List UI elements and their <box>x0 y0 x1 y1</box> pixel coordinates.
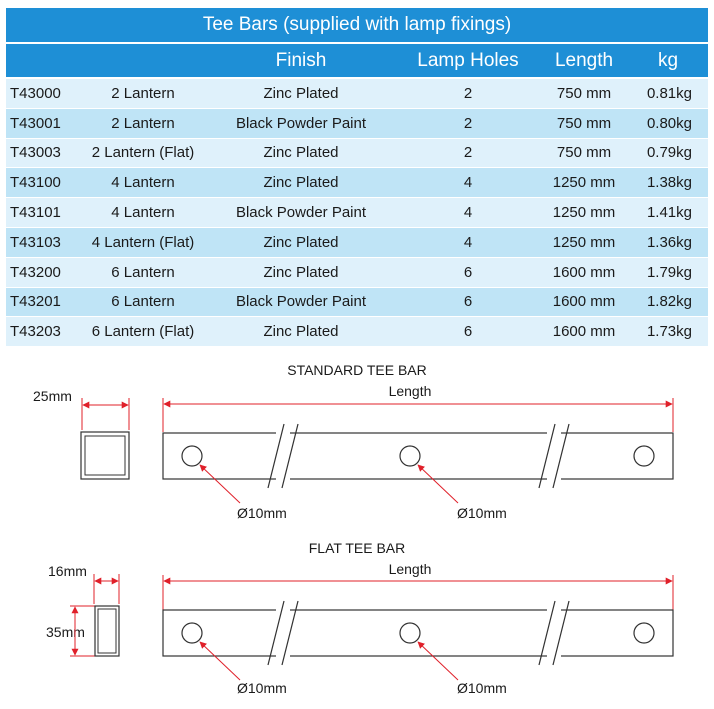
cell-length: 750 mm <box>556 84 612 102</box>
standard-length-label: Length <box>388 383 432 399</box>
cell-description: 2 Lantern (Flat) <box>91 144 195 162</box>
lamp-hole <box>400 446 420 466</box>
cell-lamp-holes: 2 <box>463 144 473 162</box>
cell-finish: Zinc Plated <box>263 84 339 102</box>
cell-description: 6 Lantern <box>111 293 175 311</box>
cell-finish: Zinc Plated <box>263 174 339 192</box>
cell-description: 6 Lantern (Flat) <box>91 323 195 341</box>
cell-lamp-holes: 6 <box>463 323 473 341</box>
lamp-hole <box>634 446 654 466</box>
cell-length: 1600 mm <box>552 293 616 311</box>
cell-finish: Zinc Plated <box>263 233 339 251</box>
lamp-hole <box>400 623 420 643</box>
cell-length: 1600 mm <box>552 323 616 341</box>
cell-code: T43103 <box>10 233 61 251</box>
cell-length: 1250 mm <box>552 204 616 222</box>
cell-lamp-holes: 4 <box>463 204 473 222</box>
cell-description: 6 Lantern <box>111 263 175 281</box>
cell-length: 1250 mm <box>552 233 616 251</box>
cell-lamp-holes: 6 <box>463 263 473 281</box>
flat-section-outer <box>95 606 119 656</box>
cell-kg: 1.82kg <box>646 293 692 311</box>
header-lamp-holes: Lamp Holes <box>417 49 519 71</box>
cell-lamp-holes: 6 <box>463 293 473 311</box>
cell-finish: Zinc Plated <box>263 144 339 162</box>
lamp-hole <box>634 623 654 643</box>
cell-finish: Black Powder Paint <box>235 204 367 222</box>
cell-length: 750 mm <box>556 144 612 162</box>
standard-hole-label-2: Ø10mm <box>457 505 507 521</box>
cell-description: 4 Lantern <box>111 204 175 222</box>
standard-tee-bar-title: STANDARD TEE BAR <box>287 362 427 378</box>
cell-kg: 0.81kg <box>646 84 692 102</box>
cell-kg: 1.73kg <box>646 323 692 341</box>
cell-length: 1250 mm <box>552 174 616 192</box>
flat-width-label: 16mm <box>48 563 87 579</box>
header-kg: kg <box>657 49 679 71</box>
flat-break-mask-1 <box>276 603 290 663</box>
cell-description: 4 Lantern <box>111 174 175 192</box>
cell-code: T43000 <box>10 84 61 102</box>
cell-lamp-holes: 4 <box>463 233 473 251</box>
cell-kg: 1.41kg <box>646 204 692 222</box>
flat-tee-bar-title: FLAT TEE BAR <box>308 540 406 556</box>
cell-code: T43201 <box>10 293 61 311</box>
header-length: Length <box>554 49 614 71</box>
cell-lamp-holes: 4 <box>463 174 473 192</box>
cell-code: T43003 <box>10 144 61 162</box>
cell-lamp-holes: 2 <box>463 84 473 102</box>
cell-length: 750 mm <box>556 114 612 132</box>
cell-code: T43100 <box>10 174 61 192</box>
header-finish: Finish <box>275 49 327 71</box>
standard-break-mask-2 <box>547 426 561 486</box>
cell-kg: 0.80kg <box>646 114 692 132</box>
cell-description: 4 Lantern (Flat) <box>91 233 195 251</box>
cell-lamp-holes: 2 <box>463 114 473 132</box>
lamp-hole <box>182 623 202 643</box>
lamp-hole <box>182 446 202 466</box>
flat-break-mask-2 <box>547 603 561 663</box>
square-section-outer <box>81 432 129 479</box>
cell-finish: Zinc Plated <box>263 323 339 341</box>
cell-code: T43200 <box>10 263 61 281</box>
cell-description: 2 Lantern <box>111 84 175 102</box>
cell-finish: Black Powder Paint <box>235 114 367 132</box>
cell-kg: 1.79kg <box>646 263 692 281</box>
cell-finish: Zinc Plated <box>263 263 339 281</box>
cell-code: T43101 <box>10 204 61 222</box>
cell-code: T43203 <box>10 323 61 341</box>
standard-section-label: 25mm <box>33 388 72 404</box>
flat-height-label: 35mm <box>46 624 85 640</box>
standard-hole-label-1: Ø10mm <box>237 505 287 521</box>
flat-hole-label-2: Ø10mm <box>457 680 507 696</box>
cell-code: T43001 <box>10 114 61 132</box>
cell-description: 2 Lantern <box>111 114 175 132</box>
flat-length-label: Length <box>388 561 432 577</box>
cell-finish: Black Powder Paint <box>235 293 367 311</box>
standard-break-mask-1 <box>276 426 290 486</box>
cell-kg: 0.79kg <box>646 144 692 162</box>
cell-length: 1600 mm <box>552 263 616 281</box>
table-title: Tee Bars (supplied with lamp fixings) <box>6 8 708 42</box>
cell-kg: 1.38kg <box>646 174 692 192</box>
flat-hole-label-1: Ø10mm <box>237 680 287 696</box>
cell-kg: 1.36kg <box>646 233 692 251</box>
